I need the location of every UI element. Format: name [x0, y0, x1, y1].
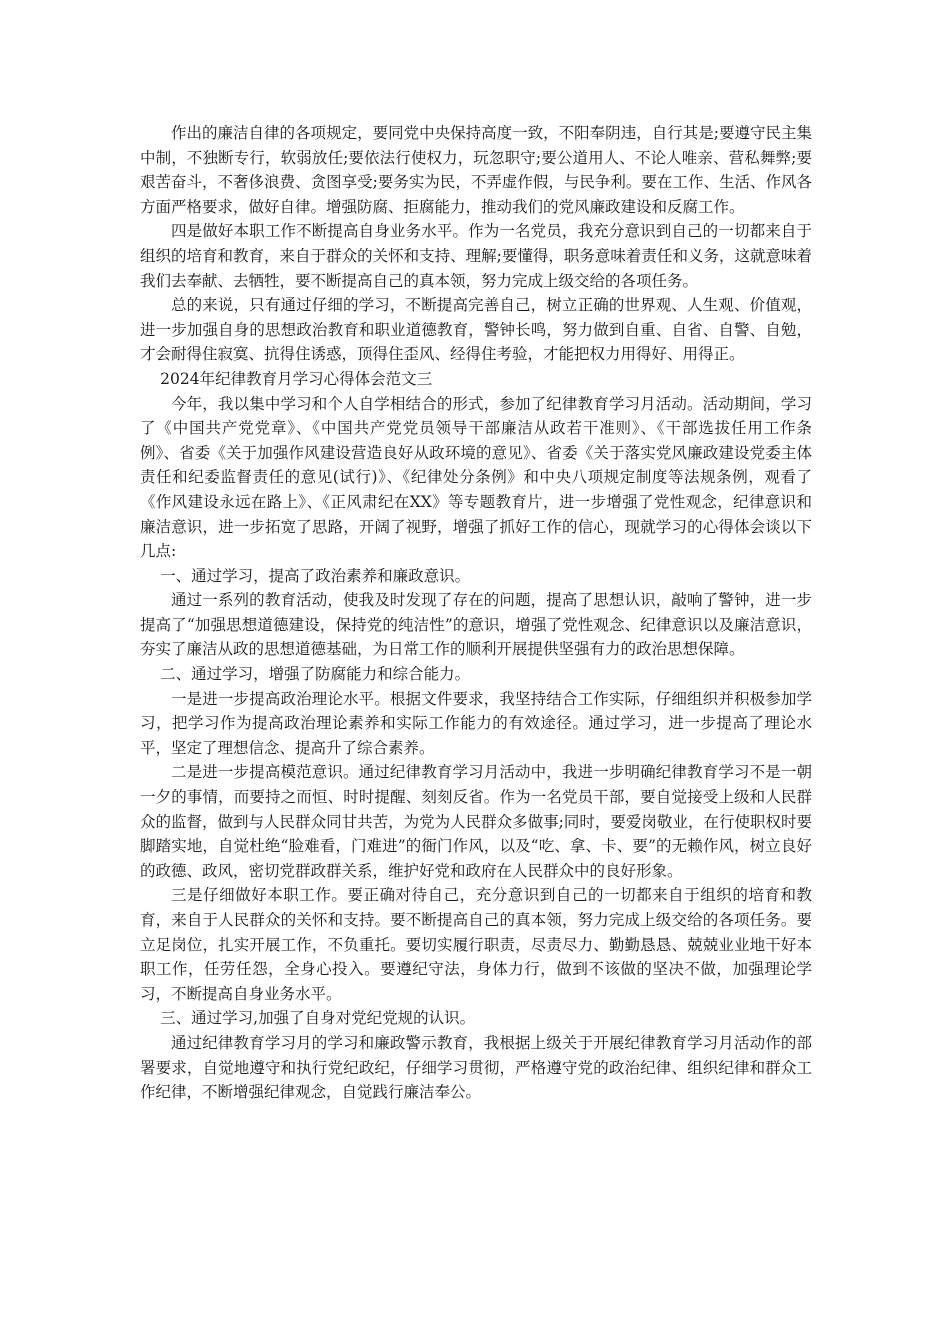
paragraph-political-theory: 一是进一步提高政治理论水平。根据文件要求，我坚持结合工作实际，仔细组织并积极参加学习，把学习作为提高政治理论素养和实际工作能力的有效途径。通过学习，进一步提高了理论水平，坚定了理想信念、提高升了综合素养。 — [140, 689, 812, 757]
document-body — [140, 121, 812, 1105]
paragraph-intro: 今年，我以集中学习和个人自学相结合的形式，参加了纪律教育学习月活动。活动期间，学习了《中国共产党党章》、《中国共产党党员领导干部廉洁从政若干准则》、《干部选拔任用工作条例》、省委《关于加强作风建设营造良好从政环境的意见》、省委《关于落实党风廉政建设党委主体责任和纪委监督责任的意见(试行)》、《纪律处分条例》和中央八项规定制度等法规条例，观看了《作风建设永远在路上》、《正风肃纪在XX》等专题教育片，进一步增强了党性观念，纪律意识和廉洁意识，进一步拓宽了思路，开阔了视野，增强了抓好工作的信心，现就学习的心得体会谈以下几点: — [140, 394, 812, 561]
paragraph-party-discipline: 通过纪律教育学习月的学习和廉政警示教育，我根据上级关于开展纪律教育学习月活动作的部署要求，自觉地遵守和执行党纪政纪，仔细学习贯彻，严格遵守党的政治纪律、组织纪律和群众工作纪律，不断增强纪律观念，自觉践行廉洁奉公。 — [140, 1033, 812, 1102]
paragraph-point-four: 四是做好本职工作不断提高自身业务水平。作为一名党员，我充分意识到自己的一切都来自于组织的培育和教育，来自于群众的关怀和支持、理解;要懂得，职务意味着责任和义务，这就意味着我们去奉献、去牺牲，要不断提高自己的真本领，努力完成上级交给的各项任务。 — [140, 222, 812, 290]
section-heading-two: 二、通过学习，增强了防腐能力和综合能力。 — [160, 665, 471, 684]
paragraph-exemplary-awareness: 二是进一步提高模范意识。通过纪律教育学习月活动中，我进一步明确纪律教育学习不是一朝一夕的事情，而要持之而恒、时时提醒、刻刻反省。作为一名党员干部，要自觉接受上级和人民群众的监督，做到与人民群众同甘共苦，为党为人民群众多做事;同时，要爱岗敬业，在行使职权时要脚踏实地，自觉杜绝“脸难看，门难进”的衙门作风，以及“吃、拿、卡、要”的无赖作风，树立良好的政德、政风，密切党群政群关系，维护好党和政府在人民群众中的良好形象。 — [140, 763, 812, 880]
paragraph-summary: 总的来说，只有通过仔细的学习，不断提高完善自己，树立正确的世界观、人生观、价值观，进一步加强自身的思想政治教育和职业道德教育，警钟长鸣，努力做到自重、自省、自警、自勉，才会耐得住寂寞、抗得住诱惑，顶得住歪风、经得住考验，才能把权力用得好、用得正。 — [140, 296, 812, 364]
paragraph-job-duties: 三是仔细做好本职工作。要正确对待自己，充分意识到自己的一切都来自于组织的培育和教育，来自于人民群众的关怀和支持。要不断提高自己的真本领，努力完成上级交给的各项任务。要立足岗位，扎实开展工作，不负重托。要切实履行职责，尽责尽力、勤勤恳恳、兢兢业业地干好本职工作，任劳任怨，全身心投入。要遵纪守法，身体力行，做到不该做的坚决不做，加强理论学习，不断提高自身业务水平。 — [140, 886, 812, 1003]
section-heading-three: 三、通过学习,加强了自身对党纪党规的认识。 — [160, 1009, 476, 1028]
paragraph-education-activities: 通过一系列的教育活动，使我及时发现了存在的问题，提高了思想认识，敲响了警钟，进一步提高了“加强思想道德建设，保持党的纯洁性”的意识，增强了党性观念、纪律意识以及廉洁意识，夯实了廉洁从政的思想道德基础，为日常工作的顺利开展提供坚强有力的政治思想保障。 — [140, 591, 812, 659]
section-title-essay-three: 2024年纪律教育月学习心得体会范文三 — [160, 369, 433, 388]
section-heading-one: 一、通过学习，提高了政治素养和廉政意识。 — [160, 566, 471, 585]
paragraph-self-discipline: 作出的廉洁自律的各项规定，要同党中央保持高度一致，不阳奉阴违，自行其是;要遵守民主集中制，不独断专行，软弱放任;要依法行使权力，玩忽职守;要公道用人、不论人唯亲、营私舞弊;要艰苦奋斗，不奢侈浪费、贪图享受;要务实为民，不弄虚作假，与民争利。要在工作、生活、作风各方面严格要求，做好自律。增强防腐、拒腐能力，推动我们的党风廉政建设和反腐工作。 — [140, 124, 812, 216]
